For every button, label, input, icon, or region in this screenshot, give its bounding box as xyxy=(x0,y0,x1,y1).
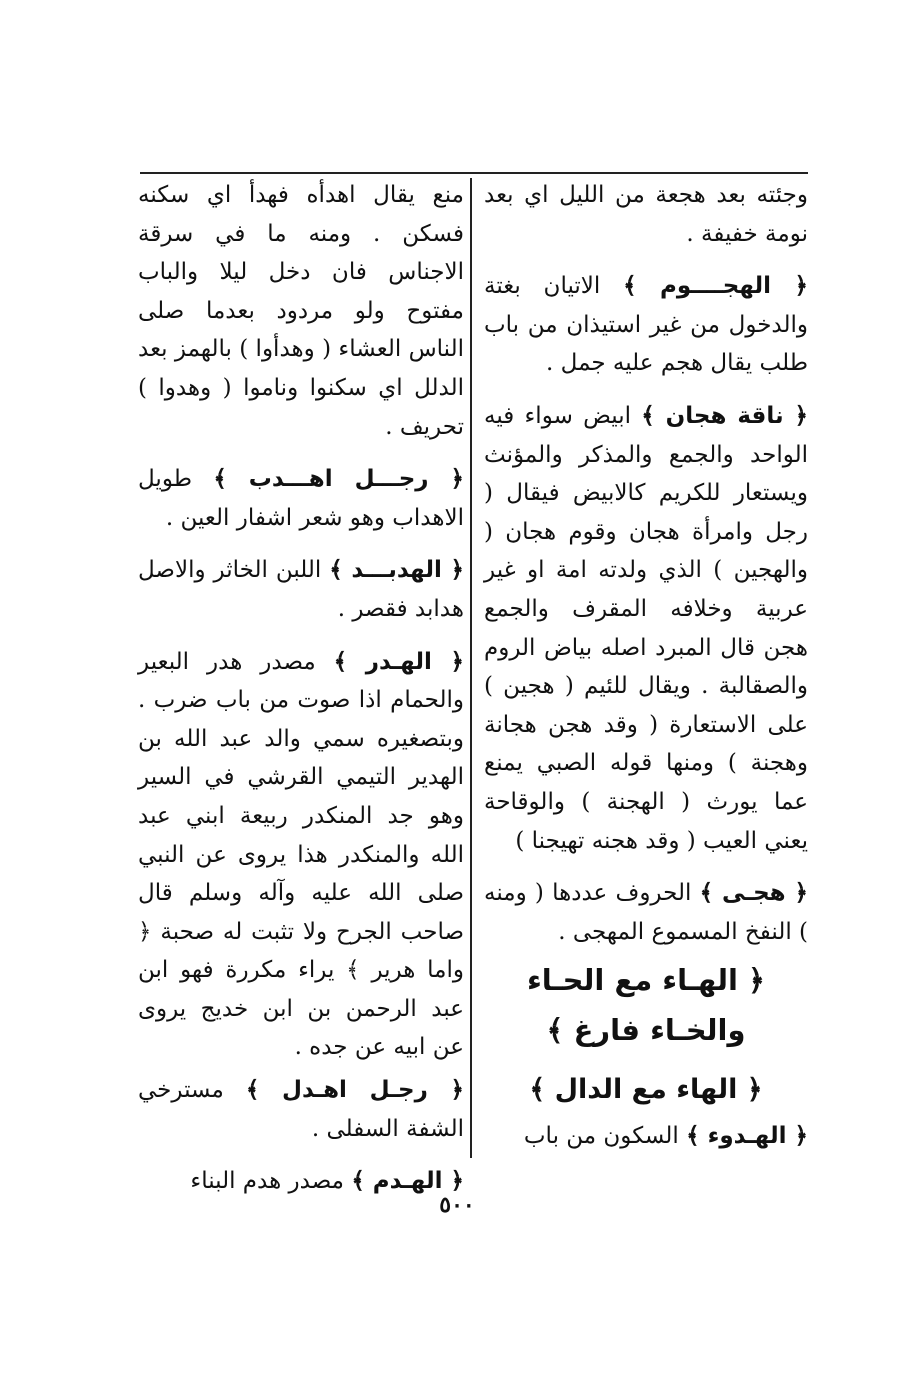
section-heading-ha-kha: ﴿ الهـاء مع الحـاء والخـاء فارغ ﴾ xyxy=(526,963,765,1048)
headword: ﴿ الهـدوء ﴾ xyxy=(686,1123,808,1150)
column-divider xyxy=(470,178,472,1158)
page-number: ٥٠٠ xyxy=(439,1192,475,1218)
top-rule xyxy=(140,172,808,174)
entry-al-hujum xyxy=(484,267,808,383)
headword: ﴿ رجـل اهـدل ﴾ xyxy=(245,1077,464,1104)
entry-text: الاتيان بغتة والدخول من غير استيذان من باب طلب يقال هجم عليه جمل . xyxy=(484,273,808,377)
headword: ﴿ ناقة هجان ﴾ xyxy=(641,402,809,429)
entry-text: ابيض سواء فيه الواحد والجمع والمذكر والمؤنث ويستعار للكريم كالابيض فيقال ( رجل وامرأة هجان وقوم هجان ( والهجين ) الذي ولدته امة او غير عربية وخلافه المقرف والجمع هجن قال المبرد اصله بياض الروم والصقالبة . ويقال للئيم ( هجين ) على الاستعارة ( وقد هجن هجانة وهجنة ) ومنها قوله الصبي يمنع عما يورث ( الهجنة ) والوقاحة يعني العيب ( وقد هجنه تهيجنا ) xyxy=(484,402,808,854)
entry-al-hudabid xyxy=(138,551,464,628)
entry-text: مصدر هدم البناء xyxy=(190,1168,352,1195)
headword: ﴿ الهجــــوم ﴾ xyxy=(623,273,808,300)
entry-hudu-continuation xyxy=(138,176,464,446)
left-column xyxy=(138,176,464,1215)
entry-al-hudu xyxy=(484,1117,808,1156)
section-heading-dal: ﴿ الهاء مع الدال ﴾ xyxy=(529,1074,763,1106)
entry-naqa-hijan xyxy=(484,397,808,860)
entry-hija xyxy=(484,874,808,951)
headword: ﴿ الهـدم ﴾ xyxy=(351,1168,464,1195)
entry-al-hadr xyxy=(138,643,464,1068)
entry-rajul-ahdal xyxy=(138,1071,464,1148)
entry-text: وجئته بعد هجعة من الليل اي بعد نومة خفيفة . xyxy=(484,182,808,247)
entry-rajul-ahdab xyxy=(138,460,464,537)
entry-text: منع يقال اهدأه فهدأ اي سكنه فسكن . ومنه ما في سرقة الاجناس فان دخل ليلا والباب مفتوح ولو مردود بعدما صلى الناس العشاء ( وهدأوا ) بالهمز بعد الدلل اي سكنوا وناموا ( وهدوا ) تحريف . xyxy=(138,182,464,440)
entry-text: الحروف عددها ( ومنه ) النفخ المسموع المهجى . xyxy=(484,880,808,945)
headword: ﴿ الهدبـــد ﴾ xyxy=(329,557,464,584)
headword: ﴿ رجـــل اهـــدب ﴾ xyxy=(213,466,464,493)
entry-text: مصدر هدر البعير والحمام اذا صوت من باب ضرب . وبتصغيره سمي والد عبد الله بن الهدير التيمي القرشي في السير وهو جد المنكدر ربيعة ابني عبد الله والمنكدر هذا يروى عن النبي صلى الله عليه وآله وسلم قال صاحب الجرح ولا تثبت له صحبة ﴿ واما هرير ﴾ يراء مكررة فهو ابن عبد الرحمن بن ابن خديج يروى عن ابيه عن جده . xyxy=(138,648,464,1061)
entry-text: السكون من باب xyxy=(523,1123,687,1150)
entry-text: اللبن الخاثر والاصل هدابد فقصر . xyxy=(138,557,464,622)
headword: ﴿ الهـدر ﴾ xyxy=(333,648,464,675)
entry-text: مسترخي الشفة السفلى . xyxy=(138,1077,464,1142)
right-column xyxy=(484,176,808,1170)
headword: ﴿ هجـى ﴾ xyxy=(699,880,808,907)
entry-text: طويل الاهداب وهو شعر اشفار العين . xyxy=(138,466,464,531)
entry-hujah-continuation xyxy=(484,176,808,253)
